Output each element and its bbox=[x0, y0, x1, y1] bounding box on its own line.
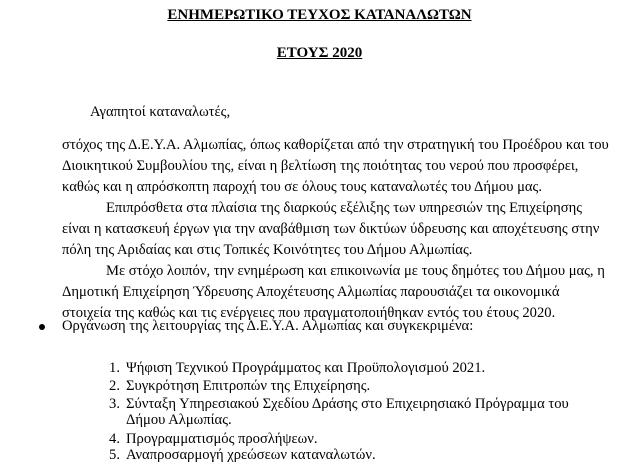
paragraph-line: στόχος της Δ.Ε.Υ.Α. Αλμωπίας, όπως καθορίζεται από την στρατηγική του Προέδρου και του bbox=[62, 137, 609, 153]
document-title: ΕΝΗΜΕΡΩΤΙΚΟ ΤΕΥΧΟΣ ΚΑΤΑΝΑΛΩΤΩΝ bbox=[167, 7, 472, 23]
greeting: Αγαπητοί καταναλωτές, bbox=[90, 104, 231, 120]
list-item: Σύνταξη Υπηρεσιακού Σχεδίου Δράσης στο Επιχειρησιακό Πρόγραμμα του bbox=[126, 396, 569, 412]
list-number: 2. bbox=[109, 378, 120, 394]
paragraph-line: πόλη της Αριδαίας και στις Τοπικές Κοινότητες του Δήμου Αλμωπίας. bbox=[62, 242, 473, 258]
list-item-continuation: Δήμου Αλμωπίας. bbox=[126, 412, 232, 428]
document-subtitle: ΕΤΟΥΣ 2020 bbox=[276, 45, 363, 61]
paragraph-line: καθώς και η απρόσκοπτη παροχή του σε όλους τους καταναλωτές του Δήμου μας. bbox=[62, 179, 542, 195]
list-number: 1. bbox=[109, 360, 120, 376]
list-number: 5. bbox=[109, 447, 120, 463]
list-item: Συγκρότηση Επιτροπών της Επιχείρησης. bbox=[126, 378, 371, 394]
paragraph-line: Διοικητικού Συμβουλίου της, είναι η βελτίωση της ποιότητας του νερού που προσφέρει, bbox=[62, 158, 579, 174]
paragraph-line: στοιχεία της καθώς και τις ενέργειες που πραγματοποιήθηκαν εντός του έτους 2020. bbox=[62, 305, 556, 321]
paragraph-line: είναι η κατασκευή έργων για την αναβάθμιση των δικτύων ύδρευσης και αποχέτευσης στην bbox=[62, 221, 600, 237]
paragraph-line: Δημοτική Επιχείρηση Ύδρευσης Αποχέτευσης Αλμωπίας παρουσιάζει τα οικονομικά bbox=[62, 284, 560, 300]
paragraph-line: Επιπρόσθετα στα πλαίσια της διαρκούς εξέλιξης των υπηρεσιών της Επιχείρησης bbox=[106, 200, 583, 216]
list-item: Προγραμματισμός προσλήψεων. bbox=[126, 431, 318, 447]
list-number: 4. bbox=[109, 431, 120, 447]
list-item: Ψήφιση Τεχνικού Προγράμματος και Προϋπολογισμού 2021. bbox=[126, 360, 486, 376]
paragraph-line: Με στόχο λοιπόν, την ενημέρωση και επικοινωνία με τους δημότες του Δήμου μας, η bbox=[106, 263, 605, 279]
bullet-icon bbox=[39, 324, 45, 330]
list-number: 3. bbox=[109, 396, 120, 412]
bullet-text: Οργάνωση της λειτουργίας της Δ.Ε.Υ.Α. Αλμωπίας και συγκεκριμένα: bbox=[62, 318, 474, 334]
list-item: Αναπροσαρμογή χρεώσεων καταναλωτών. bbox=[126, 447, 376, 463]
